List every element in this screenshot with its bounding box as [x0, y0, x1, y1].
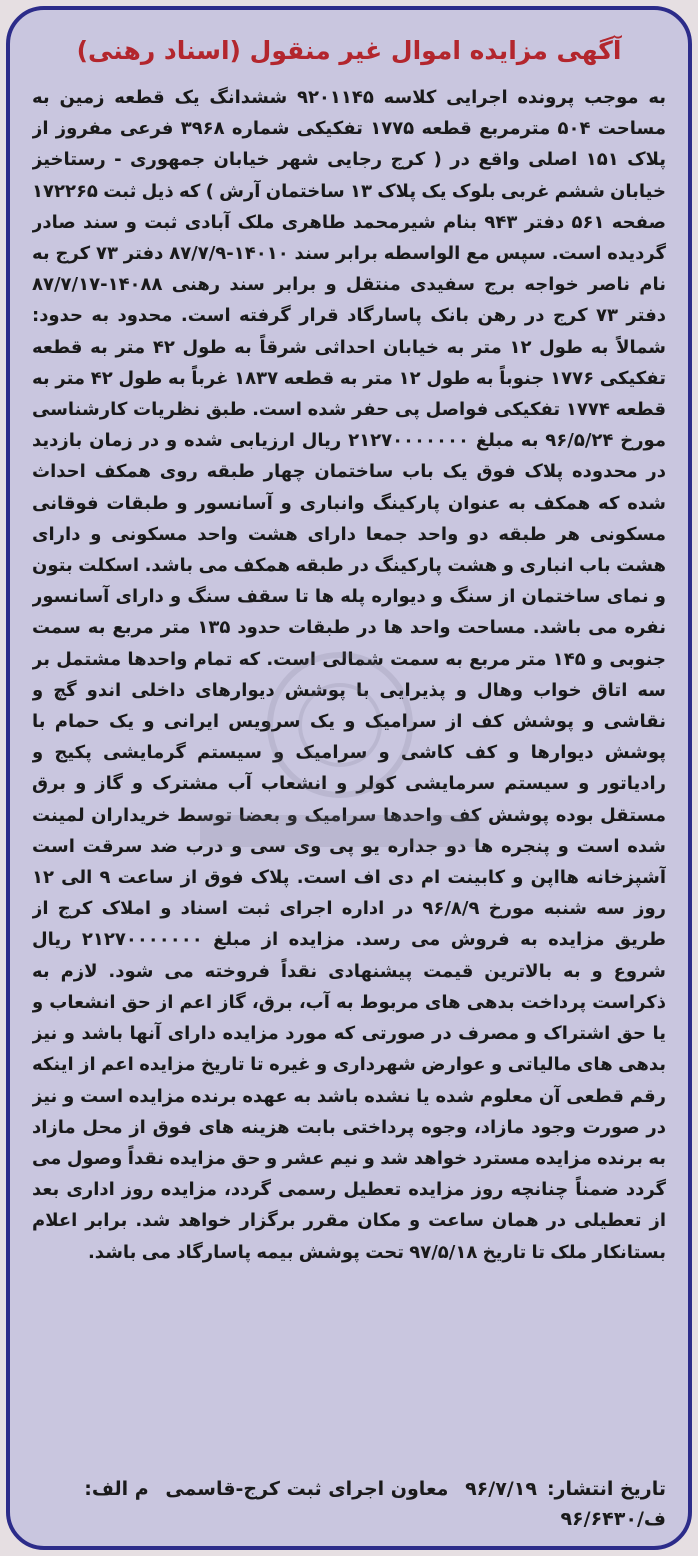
notice-body: به موجب پرونده اجرایی کلاسه ۹۲۰۱۱۴۵ ششدانگ یک قطعه زمین به مساحت ۵۰۴ مترمربع قطعه ۱۷۷۵ تفکیکی شماره ۳۹۶۸ فرعی مفروز از پلاک ۱۵۱ اصلی واقع در ( کرج رجایی شهر خیابان جمهوری - رستاخیز خیابان ششم غربی بلوک یک پلاک ۱۳ ساختمان آرش ) که ذیل ثبت ۱۷۲۲۶۵ صفحه ۵۶۱ دفتر ۹۴۳ بنام شیرمحمد طاهری ملک آبادی ثبت و سند صادر گردیده است. سپس مع الواسطه برابر سند ۱۴۰۱۰-۸۷/۷/۹ دفتر ۷۳ کرج به نام ناصر خواجه برج سفیدی منتقل و برابر سند رهنی ۱۴۰۸۸-۸۷/۷/۱۷ دفتر ۷۳ کرج در رهن بانک پاسارگاد قرار گرفته است. محدود به حدود: شمالاً به طول ۱۲ متر به خیابان احداثی شرقاً به طول ۴۲ متر به قطعه تفکیکی ۱۷۷۶ جنوباً به طول ۱۲ متر به قطعه ۱۸۳۷ غرباً به طول ۴۲ متر به قطعه ۱۷۷۴ تفکیکی فواصل پی حفر شده است. طبق نظریات کارشناسی مورخ ۹۶/۵/۲۴ به مبلغ ۲۱۲۷۰۰۰۰۰۰۰ ریال ارزیابی شده و در زمان بازدید در محدوده پلاک فوق یک باب ساختمان چهار طبقه روی همکف احداث شده که همکف به عنوان پارکینگ وانباری و آسانسور و طبقات فوقانی مسکونی هر طبقه دو واحد جمعا دارای هشت واحد مسکونی و دارای هشت باب انباری و هشت پارکینگ در طبقه همکف می باشد. اسکلت بتون و نمای ساختمان از سنگ و دیواره پله ها تا سقف سنگ و دارای آسانسور نفره می باشد. مساحت واحد ها در طبقات حدود ۱۳۵ متر مربع به سمت جنوبی و ۱۴۵ متر مربع به سمت شمالی است. که تمام واحدها مشتمل بر سه اتاق خواب وهال و پذیرایی با پوشش دیوارهای داخلی اندو گچ و نقاشی و پوشش کف از سرامیک و یک سرویس ایرانی و یک حمام با پوشش دیوارها و کف کاشی و سرامیک و سیستم گرمایشی پکیج و رادیاتور و سیستم سرمایشی کولر و انشعاب آب مشترک و گاز و برق مستقل بوده پوشش کف واحدها سرامیک و بعضا توسط خریداران لمینت شده است و پنجره ها دو جداره یو پی وی سی و درب ضد سرقت است آشپزخانه هااپن و کابینت ام دی اف است. پلاک فوق از ساعت ۹ الی ۱۲ روز سه شنبه مورخ ۹۶/۸/۹ در اداره اجرای ثبت اسناد و املاک کرج از طریق مزایده به فروش می رسد. مزایده از مبلغ ۲۱۲۷۰۰۰۰۰۰۰ ریال شروع و به بالاترین قیمت پیشنهادی نقداً فروخته می شود. لازم به ذکراست پرداخت بدهی های مربوط به آب، برق، گاز اعم از حق انشعاب و یا حق اشتراک و مصرف در صورتی که مورد مزایده دارای آنها باشد و نیز بدهی های مالیاتی و عوارض شهرداری و غیره تا تاریخ مزایده اعم از اینکه رقم قطعی آن معلوم شده یا نشده باشد به عهده برنده مزایده است و نیز در صورت وجود مازاد، وجوه پرداختی بابت هزینه های فوق از محل مازاد به برنده مزایده مسترد خواهد شد و نیم عشر و حق مزایده نقداً وصول می گردد ضمناً چنانچه روز مزایده تعطیل رسمی گردد، مزایده روز اداری بعد از تعطیلی در همان ساعت و مکان مقرر برگزار خواهد شد. برابر اعلام بستانکار ملک تا تاریخ ۹۷/۵/۱۸ تحت پوشش بیمه پاسارگاد می باشد.	[32, 87, 666, 1263]
notice-frame	[6, 6, 692, 1550]
signer: معاون اجرای ثبت کرج-قاسمی	[165, 1478, 449, 1500]
publish-label: تاریخ انتشار:	[546, 1478, 666, 1500]
publish-date: ۹۶/۷/۱۹	[465, 1478, 537, 1500]
notice-footer	[32, 1474, 666, 1534]
ref-label: م الف:	[84, 1478, 149, 1500]
ref-line	[32, 1504, 666, 1534]
notice-title: آگهی مزایده اموال غیر منقول (اسناد رهنی)	[76, 36, 622, 65]
ref-number: ۹۶/۶۴۳۰/ف	[560, 1508, 666, 1530]
publish-line	[32, 1474, 666, 1504]
title-wrap	[10, 24, 688, 78]
